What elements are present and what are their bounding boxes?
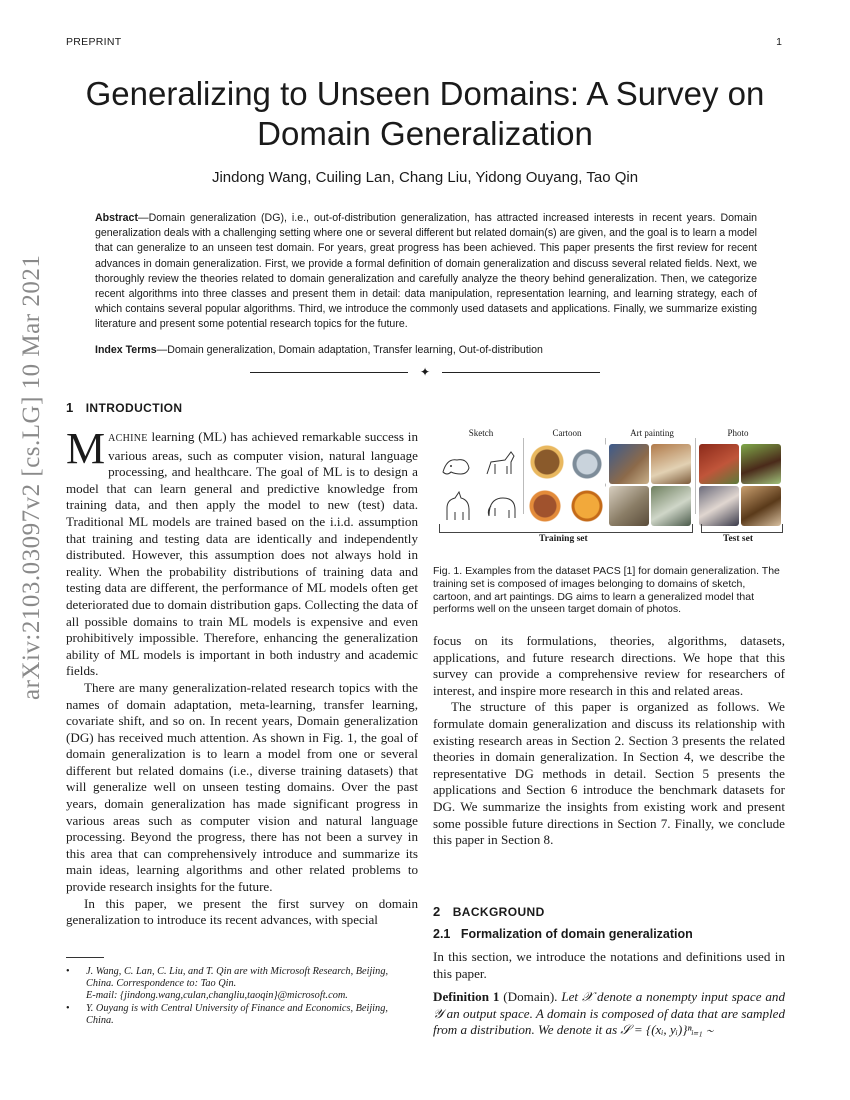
cartoon-horse-image bbox=[527, 486, 567, 526]
smallcaps-lead: ACHINE bbox=[108, 433, 148, 444]
domain-label-cartoon: Cartoon bbox=[552, 428, 582, 438]
subsection-title: Formalization of domain generalization bbox=[460, 927, 693, 941]
footnote-text: Y. Ouyang is with Central University of Finance and Economics, Beijing, China. bbox=[86, 1002, 388, 1026]
figure-1 bbox=[433, 428, 785, 548]
training-set-label: Training set bbox=[539, 534, 588, 544]
footnote-text: J. Wang, C. Lan, C. Liu, and T. Qin are with Microsoft Research, Beijing, China. Correspondence to: Tao Qin. bbox=[86, 966, 389, 990]
left-column bbox=[66, 424, 418, 929]
sketch-dog2-image bbox=[437, 486, 477, 526]
definition-1 bbox=[433, 989, 785, 1039]
domain-label-art-painting: Art painting bbox=[630, 428, 674, 438]
cartoon-elephant-image bbox=[567, 444, 607, 484]
test-set-bracket bbox=[701, 524, 783, 533]
section-title: INTRODUCTION bbox=[85, 401, 183, 415]
section-1-heading bbox=[66, 400, 182, 415]
abstract bbox=[95, 211, 757, 333]
divider-diamond-icon: ✦ bbox=[420, 365, 431, 379]
art-horse2-image bbox=[651, 486, 691, 526]
footnotes bbox=[66, 966, 418, 1027]
section-2-heading bbox=[433, 904, 545, 919]
domain-label-sketch: Sketch bbox=[468, 428, 494, 438]
photo-dog-image bbox=[699, 486, 739, 526]
intro-paragraph-5: The structure of this paper is organized as follows. We formulate domain generalization and discuss its relationship with existing research areas in Section 2. Section 3 presents the related theories in domain generalization. In Section 4, we describe the representative DG methods in detail. Section 5 presents the applications and Section 6 introduce the benchmark datasets for DG. We summarize the insights from existing work and present some possible future directions in Section 7. Finally, we conclude this paper in Section 8. bbox=[433, 699, 785, 848]
figure-caption: Fig. 1. Examples from the dataset PACS [1] for domain generalization. The training set is composed of images belonging to domains of sketch, cartoon, and art paintings. DG aims to learn a generalized model that performs well on the unseen target domain of photos. bbox=[433, 565, 780, 616]
definition-name: (Domain). bbox=[503, 989, 558, 1004]
subsection-number: 2.1 bbox=[433, 927, 451, 941]
footnote bbox=[66, 966, 418, 1003]
sketch-elephant-image bbox=[481, 486, 521, 526]
abstract-label: Abstract bbox=[95, 212, 138, 224]
subsection-2-1-heading bbox=[433, 927, 693, 941]
test-set-label: Test set bbox=[723, 534, 753, 544]
index-terms bbox=[95, 343, 757, 358]
sketch-horse-image bbox=[481, 444, 521, 484]
training-set-bracket bbox=[439, 524, 693, 533]
photo-dog2-image bbox=[741, 486, 781, 526]
index-terms-text: —Domain generalization, Domain adaptation, Transfer learning, Out-of-distribution bbox=[156, 344, 543, 356]
intro-paragraph-1: learning (ML) has achieved remarkable success in various areas, such as computer vision, natural language processing, and healthcare. The goal of ML is to design a model that can learn general and predictive knowledge from training data, and then apply the model to new (test) data. Traditional ML models are trained based on the i.i.d. assumption that training and testing data are identically and independently distributed. However, this assumption does not always hold in reality. When the probability distributions of training data and testing data are different, the performance of ML models often get deteriorated due to domain distribution gaps. Collecting the data of all possible domains to train ML models is expensive and even prohibitively impossible. Therefore, enhancing the generalization ability of ML models is important in both industry and academic fields. bbox=[66, 429, 418, 679]
bullet-icon: • bbox=[66, 1002, 70, 1014]
cartoon-dog-image bbox=[527, 444, 567, 484]
section-divider bbox=[250, 365, 600, 379]
abstract-text: —Domain generalization (DG), i.e., out-of-distribution generalization, has attracted increased interests in recent years. Domain generalization deals with a challenging setting where one or several different but related domain(s) are given, and the goal is to learn a model that can generalize to an unseen test domain. For years, great progress has been achieved. This paper presents the first review for recent advances in domain generalization. First, we provide a formal definition of domain generalization and discuss several related fields. Next, we thoroughly review the theories related to domain generalization and carefully analyze the theory behind generalization. Then, we categorize recent algorithms into three classes and present them in detail: data manipulation, representation learning, and learning strategy, each of which contains several popular algorithms. Third, we introduce the commonly used datasets and applications. Finally, we summarize existing literature and present some potential research topics for the future. bbox=[95, 212, 757, 331]
intro-paragraph-4: focus on its formulations, theories, algorithms, datasets, applications, and future research directions. We hope that this survey can provide a comprehensive review for researchers of interest, and inspire more research in this and related areas. bbox=[433, 633, 785, 698]
arxiv-stamp: arXiv:2103.03097v2 [cs.LG] 10 Mar 2021 bbox=[18, 254, 45, 700]
domain-label-photo: Photo bbox=[727, 428, 749, 438]
footnote-email[interactable]: E-mail: {jindong.wang,culan,changliu,taoqin}@microsoft.com. bbox=[86, 990, 348, 1002]
photo-horse-image bbox=[699, 444, 739, 484]
definition-text: Let 𝒳 denote a nonempty input space and 𝒴 an output space. A domain is composed of data that are sampled from a distribution. We denote it as 𝒮 = {(xᵢ, yᵢ)}ⁿᵢ₌₁ ∼ bbox=[433, 989, 785, 1038]
art-dog-image bbox=[651, 444, 691, 484]
index-terms-label: Index Terms bbox=[95, 344, 157, 356]
sketch-dog-image bbox=[437, 444, 477, 484]
section-number: 2 bbox=[433, 904, 441, 919]
cartoon-dog2-image bbox=[567, 486, 607, 526]
paper-title: Generalizing to Unseen Domains: A Survey on Domain Generalization bbox=[85, 75, 765, 152]
section-number: 1 bbox=[66, 400, 74, 415]
art-horse-image bbox=[609, 486, 649, 526]
photo-horse2-image bbox=[741, 444, 781, 484]
intro-paragraph-3: In this paper, we present the first survey on domain generalization to introduce its recent advances, with special bbox=[66, 895, 418, 928]
intro-paragraph-2: There are many generalization-related research topics with the names of domain adaptation, meta-learning, transfer learning, covariate shift, and so on. In recent years, Domain generalization (DG) has received much attention. As shown in Fig. 1, the goal of domain generalization is to learn a model from one or several different but related domains (i.e., diverse training datasets) that will generalize well on unseen testing domains. Over the past years, domain generalization has made significant progress in various areas such as computer vision and natural language processing. Beyond the progress, there has not been a survey in this area that can comprehensively introduce and summarize its main ideas, learning algorithms and other related problems to provide research insights for the future. bbox=[66, 679, 418, 895]
footnote-rule bbox=[66, 957, 104, 958]
art-person-image bbox=[609, 444, 649, 484]
dropcap: M bbox=[66, 424, 106, 473]
section-title: BACKGROUND bbox=[452, 905, 545, 919]
right-column bbox=[433, 633, 785, 849]
author-list: Jindong Wang, Cuiling Lan, Chang Liu, Yidong Ouyang, Tao Qin bbox=[211, 169, 639, 186]
definition-label: Definition 1 bbox=[433, 989, 500, 1004]
bullet-icon: • bbox=[66, 966, 70, 977]
footnote bbox=[66, 1003, 418, 1027]
background-paragraph: In this section, we introduce the notations and definitions used in this paper. bbox=[433, 949, 785, 981]
running-header: PREPRINT bbox=[66, 36, 122, 48]
page-number: 1 bbox=[776, 36, 782, 48]
